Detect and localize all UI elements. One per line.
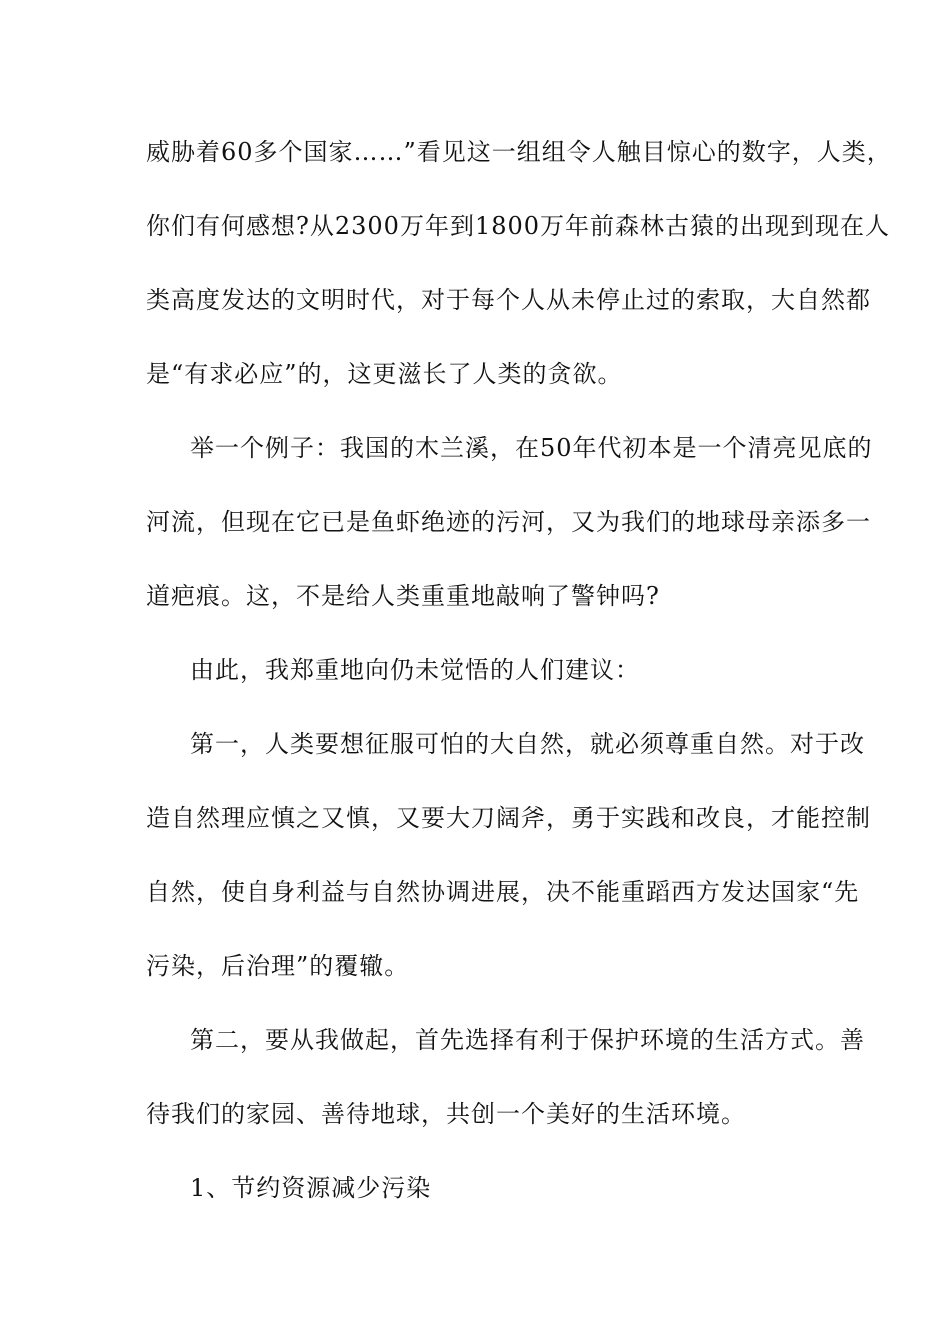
text-line: 待我们的家园、善待地球，共创一个美好的生活环境。 — [146, 1100, 746, 1128]
text-line: 威胁着60多个国家……”看见这一组组令人触目惊心的数字，人类， — [146, 138, 892, 166]
text-line: 造自然理应慎之又慎，又要大刀阔斧，勇于实践和改良，才能控制 — [146, 804, 871, 832]
text-line: 道疤痕。这，不是给人类重重地敲响了警钟吗? — [146, 582, 660, 610]
list-item-heading: 1、节约资源减少污染 — [190, 1174, 432, 1202]
paragraph-start-line: 举一个例子：我国的木兰溪，在50年代初本是一个清亮见底的 — [190, 434, 873, 462]
text-line: 你们有何感想?从2300万年到1800万年前森林古猿的出现到现在人 — [146, 212, 891, 240]
text-line: 污染，后治理”的覆辙。 — [146, 952, 410, 980]
paragraph-start-line: 由此，我郑重地向仍未觉悟的人们建议： — [190, 656, 640, 684]
paragraph-start-line: 第一，人类要想征服可怕的大自然，就必须尊重自然。对于改 — [190, 730, 865, 758]
text-line: 河流，但现在它已是鱼虾绝迹的污河，又为我们的地球母亲添多一 — [146, 508, 871, 536]
text-line: 自然，使自身利益与自然协调进展，决不能重蹈西方发达国家“先 — [146, 878, 860, 906]
text-line: 是“有求必应”的，这更滋长了人类的贪欲。 — [146, 360, 623, 388]
paragraph-start-line: 第二，要从我做起，首先选择有利于保护环境的生活方式。善 — [190, 1026, 865, 1054]
text-line: 类高度发达的文明时代，对于每个人从未停止过的索取，大自然都 — [146, 286, 871, 314]
